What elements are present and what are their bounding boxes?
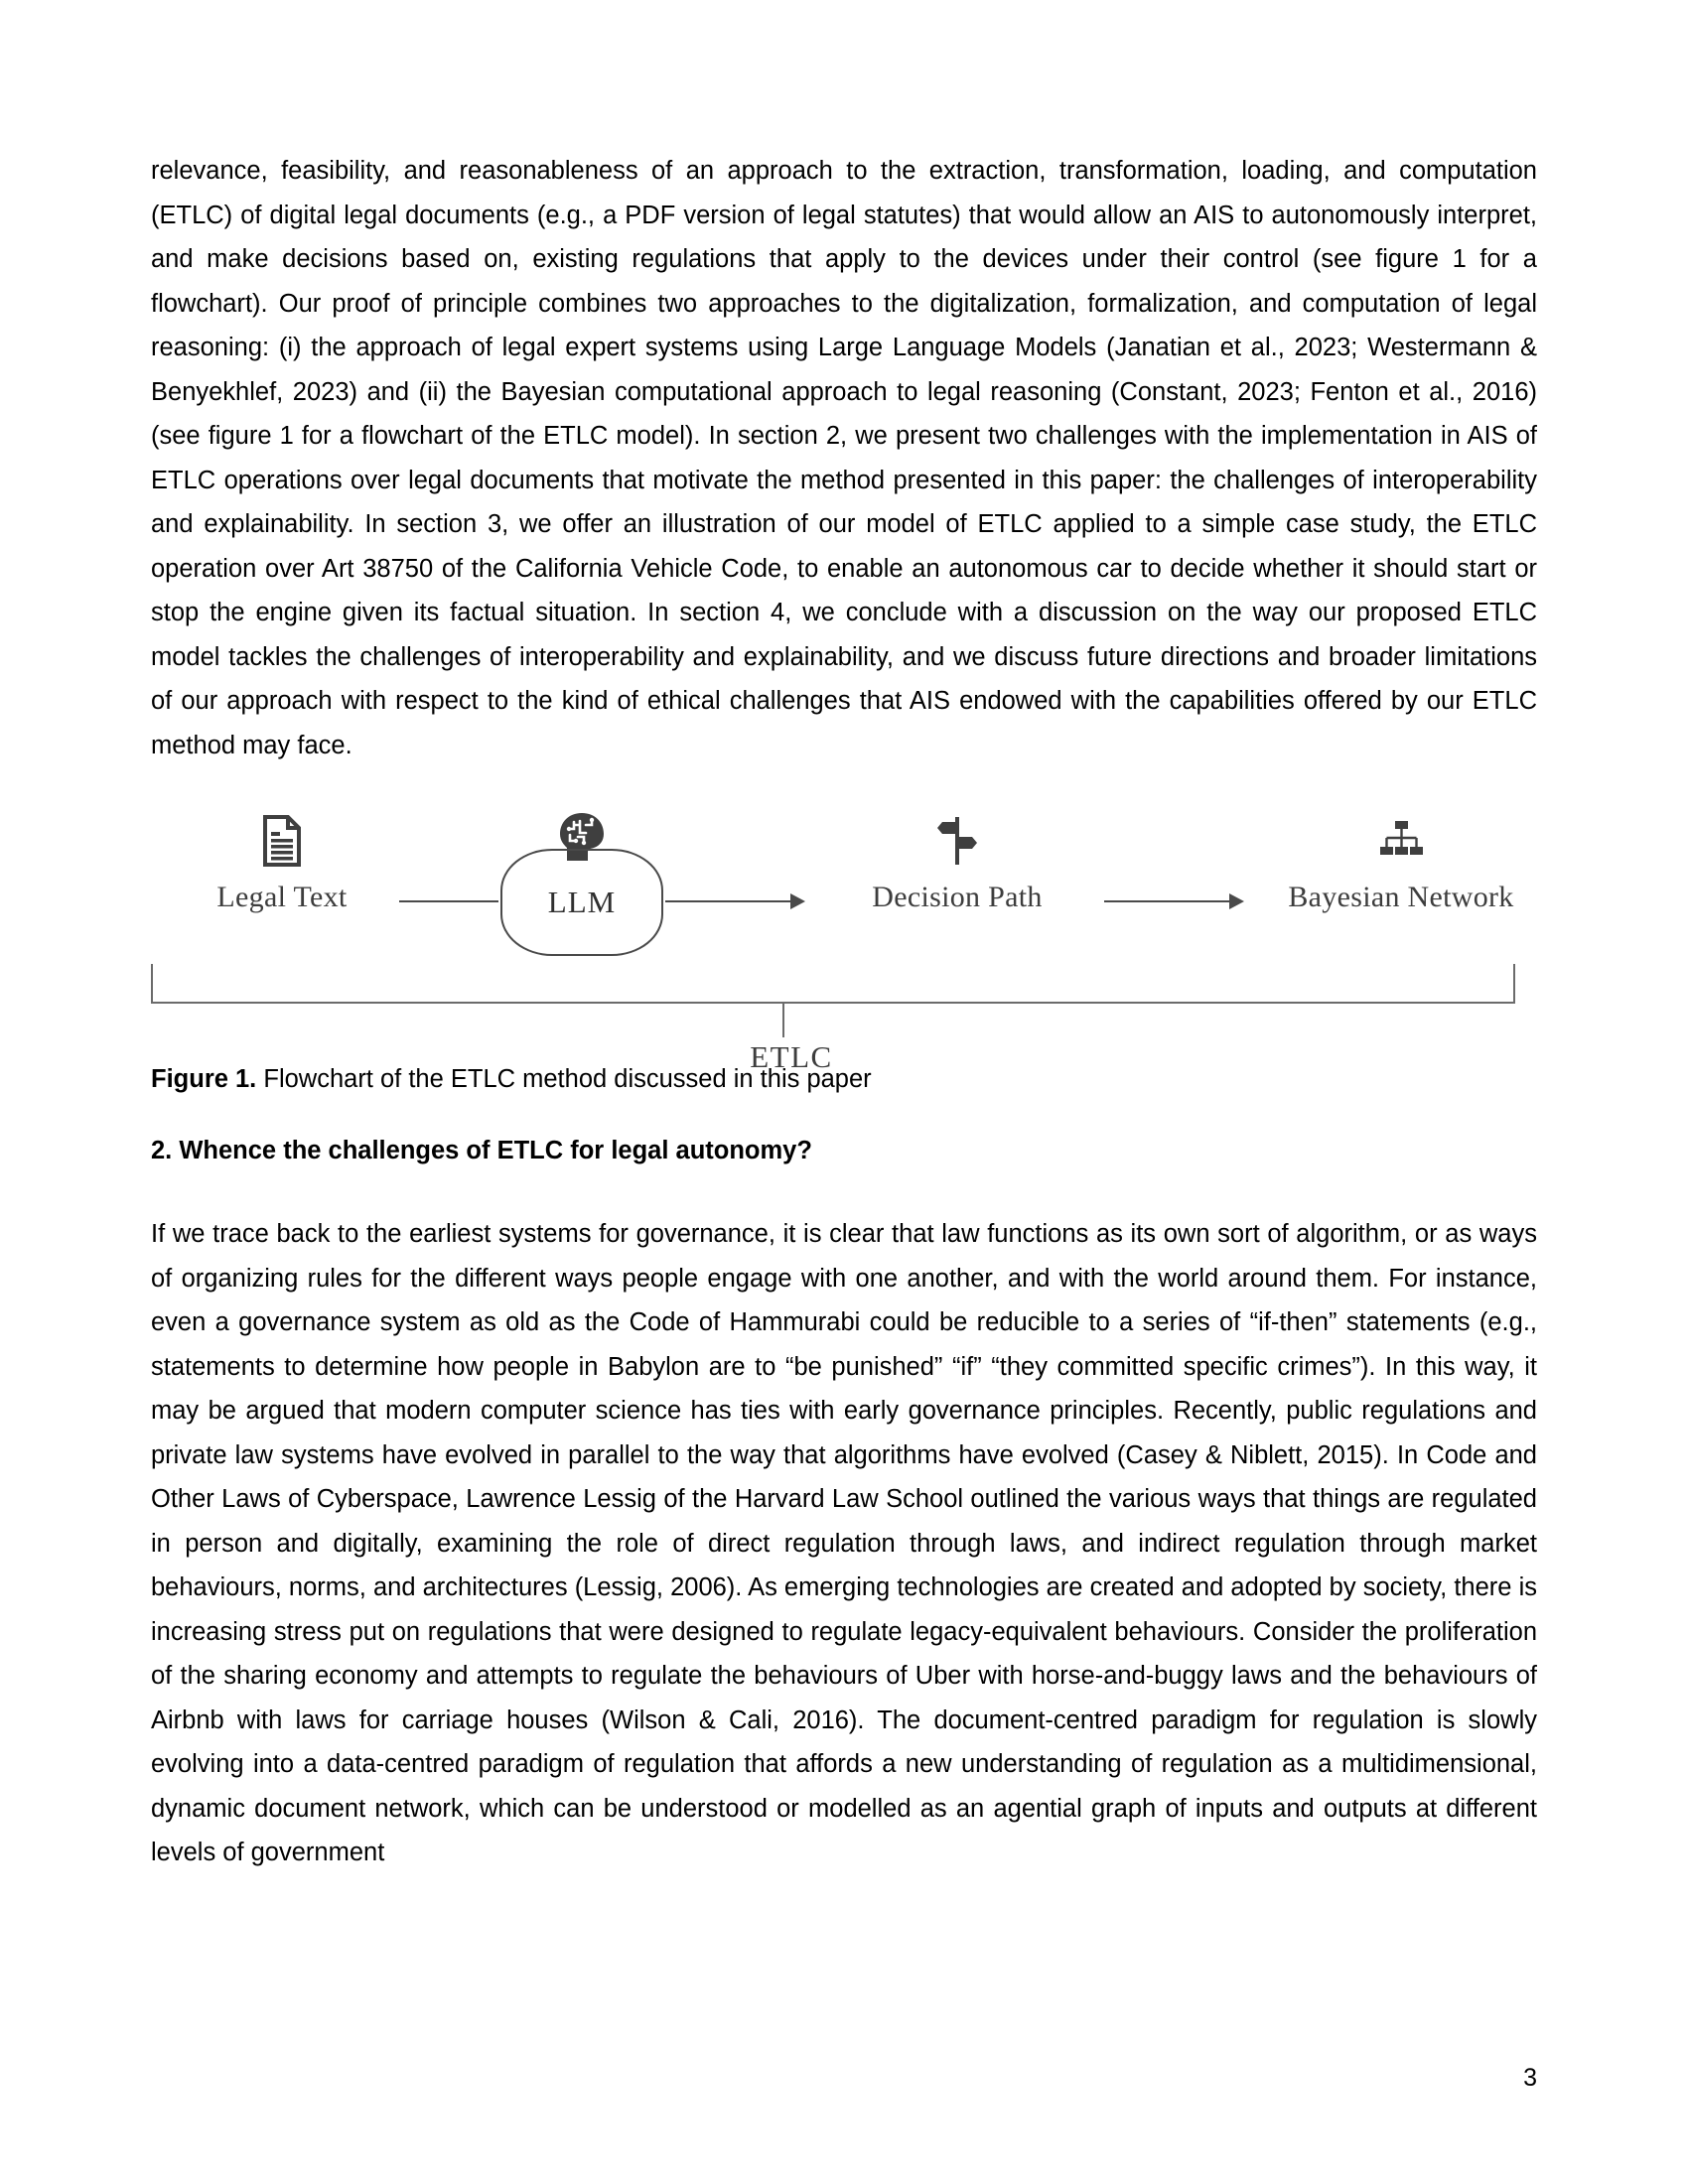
flow-node-bayesian-network [1257,815,1545,914]
flow-node-decision-path [818,815,1096,914]
figure-flowchart-row [151,797,1537,1074]
document-icon [173,815,391,871]
figure-1 [151,797,1537,1093]
connector-decisionpath-bayesian [1104,900,1231,902]
flow-node-label: Decision Path [872,881,1043,913]
spacer [151,1170,1537,1212]
arrowhead-decisionpath [790,893,805,909]
page-number: 3 [1523,2064,1537,2092]
paragraph-intro: relevance, feasibility, and reasonableness of an approach to the extraction, transformation, loading, and computation (ETLC) of digital legal documents (e.g., a PDF version of legal statutes) that would allow an AIS to autonomously interpret, and make decisions based on, existing regulations that apply to the devices under their control (see figure 1 for a flowchart). Our proof of principle combines two approaches to the digitalization, formalization, and computation of legal reasoning: (i) the approach of legal expert systems using Large Language Models (Janatian et al., 2023; Westermann & Benyekhlef, 2023) and (ii) the Bayesian computational approach to legal reasoning (Constant, 2023; Fenton et al., 2016) (see figure 1 for a flowchart of the ETLC model). In section 2, we present two challenges with the implementation in AIS of ETLC operations over legal documents that motivate the method presented in this paper: the challenges of interoperability and explainability. In section 3, we offer an illustration of our model of ETLC applied to a simple case study, the ETLC operation over Art 38750 of the California Vehicle Code, to enable an autonomous car to decide whether it should start or stop the engine given its factual situation. In section 4, we conclude with a discussion on the way our proposed ETLC model tackles the challenges of interoperability and explainability, and we discuss future directions and broader limitations of our approach with respect to the kind of ethical challenges that AIS endowed with the capabilities offered by our ETLC method may face. [151,157,1537,759]
etlc-bracket-label: ETLC [750,1039,833,1074]
connector-llm-decisionpath [665,900,792,902]
figure-caption-label: Figure 1. [151,1065,257,1093]
etlc-bracket-stem [782,1004,784,1037]
paragraph-section-2: If we trace back to the earliest systems for governance, it is clear that law functions as its own sort of algorithm, or as ways of organizing rules for the different ways people engage with one another, and with the world around them. For instance, even a governance system as old as the Code of Hammurabi could be reducible to a series of “if-then” statements (e.g., statements to determine how people in Babylon are to “be punished” “if” “they committed specific crimes”). In this way, it may be argued that modern computer science has ties with early governance principles. Recently, public regulations and private law systems have evolved in parallel to the way that algorithms have evolved (Casey & Niblett, 2015). In Code and Other Laws of Cyberspace, Lawrence Lessig of the Harvard Law School outlined the various ways that things are regulated in person and digitally, examining the role of direct regulation through laws, and indirect regulation through market behaviours, norms, and architectures (Lessig, 2006). As emerging technologies are created and adopted by society, there is increasing stress put on regulations that were designed to regulate legacy-equivalent behaviours. Consider the proliferation of the sharing economy and attempts to regulate the behaviours of Uber with horse-and-buggy laws and the behaviours of Airbnb with laws for carriage houses (Wilson & Cali, 2016). The document-centred paradigm for regulation is slowly evolving into a data-centred paradigm of regulation that affords a new understanding of regulation as a multidimensional, dynamic document network, which can be understood or modelled as an agential graph of inputs and outputs at different levels of government [151,1220,1537,1866]
signpost-icon [818,815,1096,871]
flow-node-label: Legal Text [216,881,348,913]
section-heading-2: 2. Whence the challenges of ETLC for legal autonomy? [151,1137,812,1164]
etlc-bracket [151,964,1515,1004]
flow-node-label: LLM [547,885,617,919]
connector-legaltext-llm [399,900,498,902]
flow-node-llm [500,849,663,956]
flow-node-label: Bayesian Network [1288,881,1514,913]
flow-node-legal-text [173,815,391,914]
arrowhead-bayesian [1229,893,1244,909]
figure-caption-text: Flowchart of the ETLC method discussed in this paper [256,1065,872,1093]
page-content [151,149,1537,1875]
network-tree-icon [1257,815,1545,871]
